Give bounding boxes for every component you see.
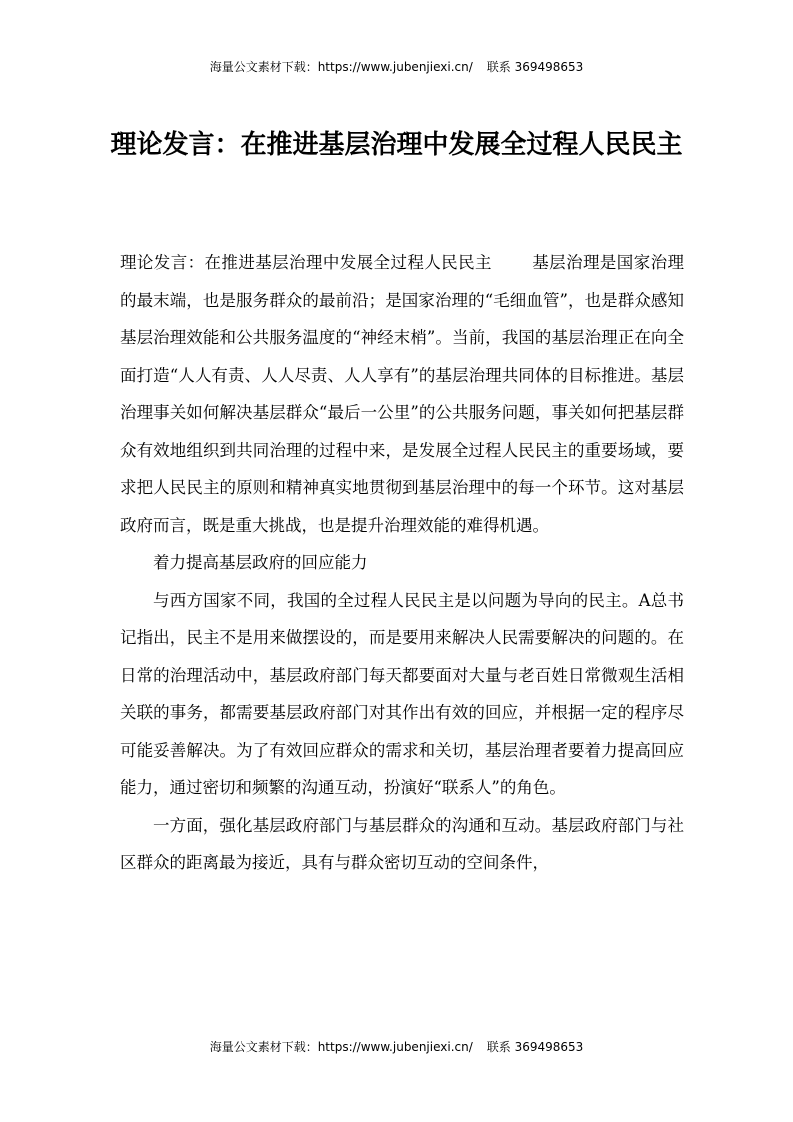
intro-text: 基层治理是国家治理的最末端，也是服务群众的最前沿；是国家治理的“毛细血管”，也是群众感知基层治理效能和公共服务温度的“神经末梢”。当前，我国的基层治理正在向全面打造“人人有责、人人尽责、人人享有”的基层治理共同体的目标推进。基层治理事关如何解决基层群众“最后一公里”的公共服务问题，事关如何把基层群众有效地组织到共同治理的过程中来，是发展全过程人民民主的重要场域，要求把人民民主的原则和精神真实地贯彻到基层治理中的每一个环节。这对基层政府而言，既是重大挑战，也是提升治理效能的难得机遇。 [120,253,685,535]
page-header [0,59,793,75]
document-body [120,244,684,882]
header-contact: 联系 369498653 [486,60,584,74]
intro-paragraph [120,244,684,544]
paragraph-2: 与西方国家不同，我国的全过程人民民主是以问题为导向的民主。A总书记指出，民主不是用来做摆设的，而是要用来解决人民需要解决的问题的。在日常的治理活动中，基层政府部门每天都要面对大量与老百姓日常微观生活相关联的事务，都需要基层政府部门对其作出有效的回应，并根据一定的程序尽可能妥善解决。为了有效回应群众的需求和关切，基层治理者要着力提高回应能力，通过密切和频繁的沟通互动，扮演好“联系人”的角色。 [120,590,684,797]
page-footer [0,1039,793,1055]
section-heading: 着力提高基层政府的回应能力 [153,553,368,572]
header-download-label: 海量公文素材下载：https://www.jubenjiexi.cn/ [209,60,473,74]
intro-lead: 理论发言：在推进基层治理中发展全过程人民民主 [120,253,492,272]
footer-contact: 联系 369498653 [486,1040,584,1054]
paragraph-3: 一方面，强化基层政府部门与基层群众的沟通和互动。基层政府部门与社区群众的距离最为接近，具有与群众密切互动的空间条件， [120,815,684,872]
footer-download-label: 海量公文素材下载：https://www.jubenjiexi.cn/ [209,1040,473,1054]
document-title: 理论发言：在推进基层治理中发展全过程人民民主 [110,130,683,160]
